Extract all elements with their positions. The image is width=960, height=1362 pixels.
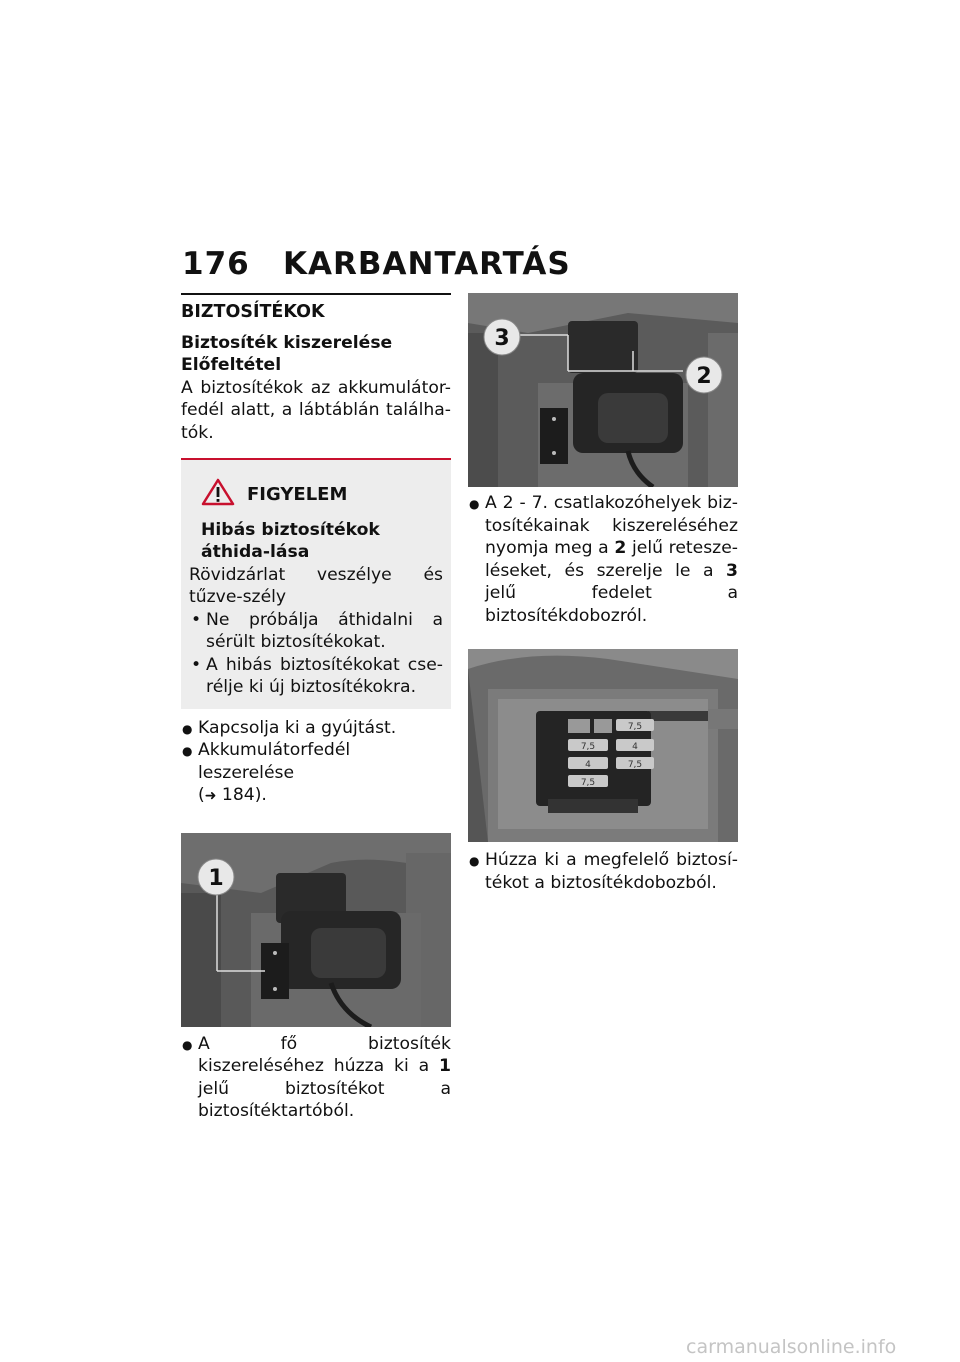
callout-ref: 2 — [614, 538, 627, 558]
right-column — [468, 293, 738, 894]
page-ref-link[interactable]: 184). — [221, 785, 267, 805]
fuse-label: 4 — [632, 742, 638, 752]
precondition-title: Előfeltétel — [181, 355, 282, 375]
section-rule — [181, 293, 451, 295]
after-photo-item — [181, 1033, 451, 1123]
step-list-right — [468, 492, 738, 627]
warning-title: FIGYELEM — [247, 484, 348, 505]
step-item: ● Kapcsolja ki a gyújtást. — [181, 717, 451, 740]
callout-ref: 3 — [726, 560, 739, 581]
fuse-label: 7,5 — [580, 742, 596, 752]
main-fuse-illustration — [181, 833, 451, 1027]
warning-text: Rövidzárlat veszélye és tűzve-szély — [189, 564, 443, 607]
step-item: ● Húzza ki a megfelelő biztosí-tékot a biztosítékdobozból. — [468, 849, 738, 894]
arrow-right-icon: ➜ — [204, 788, 217, 804]
fuse-label: 4 — [585, 760, 591, 770]
step-text: A 2 - 7. csatlakozóhelyek biz-tosítékainak kiszereléséhez nyomja meg a — [485, 493, 738, 558]
after-photo-text: A fő biztosíték kiszereléséhez húzza ki a — [198, 1033, 451, 1076]
after-photo-list — [181, 1033, 451, 1123]
callout-2: 2 — [696, 364, 712, 389]
fuse-label: 7,5 — [627, 722, 643, 732]
warning-box — [181, 458, 451, 709]
warning-list — [189, 609, 443, 699]
step-text: jelű fedelet a biztosítékdobozról. — [485, 583, 738, 626]
fuse-box-photo — [468, 649, 738, 842]
warning-header — [189, 478, 443, 513]
warning-triangle-icon — [201, 478, 235, 513]
fuse-label: 7,5 — [580, 778, 596, 788]
step-list-right-b — [468, 849, 738, 894]
after-photo-text: jelű biztosítékot a biztosítéktartóból. — [198, 1078, 451, 1121]
sub-title: Biztosíték kiszerelése — [181, 332, 393, 353]
warning-item: • Ne próbálja áthidalni a sérült biztosítékokat. — [189, 609, 443, 654]
precondition-text: A biztosítékok az akkumulátor-fedél alatt, a lábtáblán találha-tók. — [181, 377, 451, 443]
step-text: Akkumulátorfedél leszerelése — [198, 740, 351, 783]
section-title: BIZTOSÍTÉKOK — [181, 302, 325, 322]
callout-ref: 1 — [439, 1056, 451, 1076]
callout-3: 3 — [494, 326, 510, 351]
warning-item: • A hibás biztosítékokat cse-rélje ki új biztosítékokra. — [189, 654, 443, 699]
watermark: carmanualsonline.info — [686, 1336, 897, 1358]
step-text: jelű retesze-léseket, és szerelje le a — [485, 538, 738, 581]
step-item: ● Akkumulátorfedél leszerelése (➜ 184). — [181, 739, 451, 808]
warning-heading: Hibás biztosítékok áthida-lása — [201, 519, 380, 562]
step-item — [468, 492, 738, 627]
step-list — [181, 717, 451, 808]
fuse-label: 7,5 — [627, 760, 643, 770]
left-column — [181, 293, 451, 1123]
cover-photo — [468, 293, 738, 487]
chapter-title: KARBANTARTÁS — [283, 246, 571, 282]
main-fuse-photo — [181, 833, 451, 1027]
callout-1: 1 — [208, 865, 224, 891]
page-number: 176 — [182, 246, 250, 282]
fuse-box-illustration — [468, 649, 738, 842]
fuse-cover-illustration — [468, 293, 738, 487]
